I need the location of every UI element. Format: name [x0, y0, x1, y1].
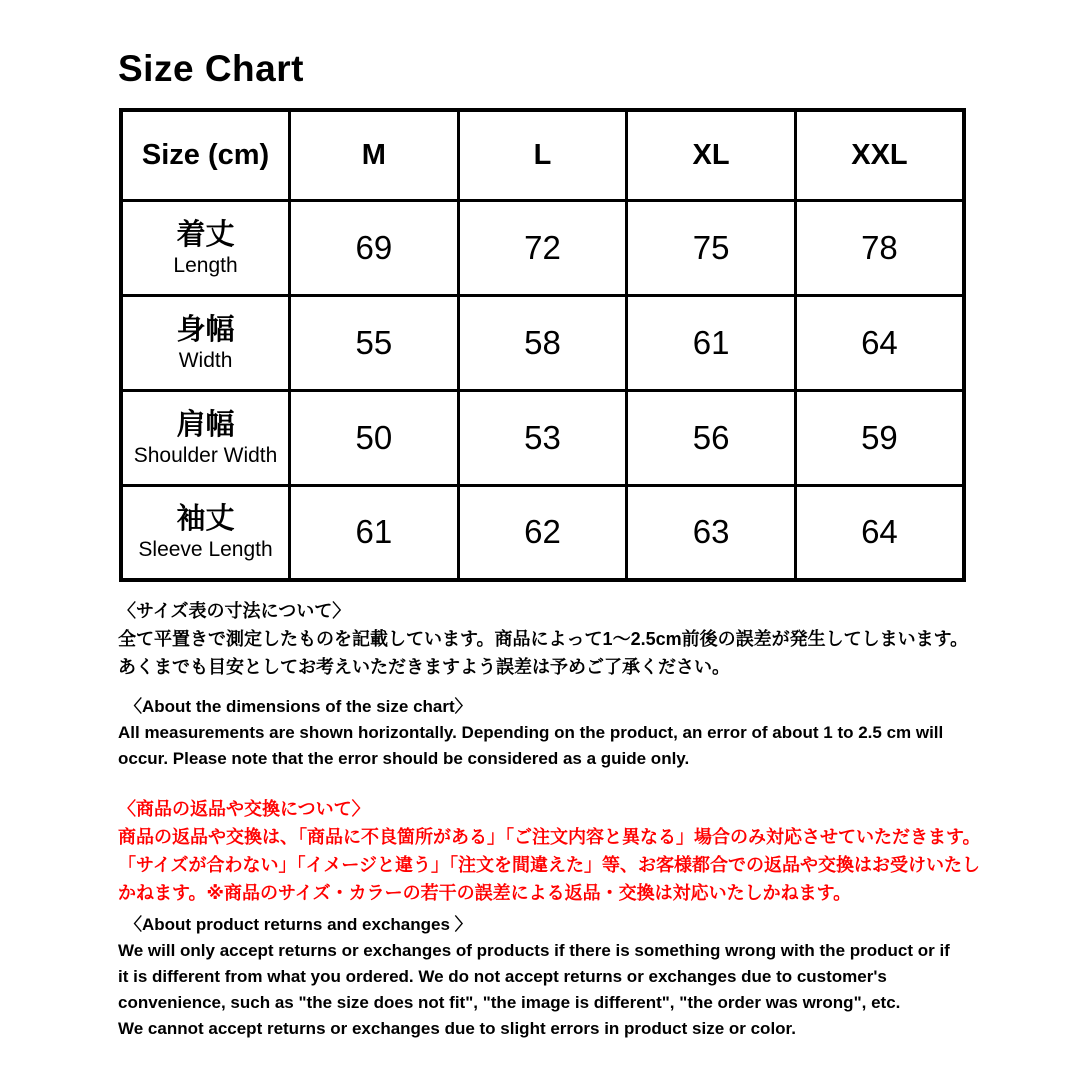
row-header-sleeve-length: [121, 485, 290, 580]
row-label-jp: 着丈: [176, 218, 235, 251]
row-label-en: Sleeve Length: [138, 538, 273, 562]
table-row-length: [121, 200, 964, 295]
cell-sleeve-xl: 63: [627, 485, 796, 580]
row-header-shoulder-width: [121, 390, 290, 485]
note-returns-en: [118, 912, 1008, 1042]
cell-width-xl: 61: [627, 295, 796, 390]
note-heading: 〈About product returns and exchanges 〉: [125, 915, 472, 934]
cell-shoulder-m: 50: [290, 390, 459, 485]
note-line: it is different from what you ordered. We do not accept returns or exchanges due to customer's: [118, 967, 887, 986]
cell-shoulder-xxl: 59: [795, 390, 964, 485]
row-label-en: Shoulder Width: [133, 443, 278, 467]
note-size-dimensions-en: [118, 694, 1008, 772]
row-header-length: [121, 200, 290, 295]
header-size-xl: XL: [627, 110, 796, 200]
header-size-l: L: [458, 110, 627, 200]
cell-width-m: 55: [290, 295, 459, 390]
size-table-header-row: [121, 110, 964, 200]
note-heading: 〈商品の返品や交換について〉: [118, 799, 370, 819]
cell-shoulder-l: 53: [458, 390, 627, 485]
cell-width-xxl: 64: [795, 295, 964, 390]
cell-sleeve-l: 62: [458, 485, 627, 580]
cell-length-xl: 75: [627, 200, 796, 295]
cell-sleeve-xxl: 64: [795, 485, 964, 580]
note-line: あくまでも目安としてお考えいただきますよう誤差は予めご了承ください。: [118, 657, 730, 677]
header-size-m: M: [290, 110, 459, 200]
row-header-width: [121, 295, 290, 390]
note-line: We will only accept returns or exchanges of products if there is something wrong with the product or if: [118, 941, 950, 960]
header-size-xxl: XXL: [795, 110, 964, 200]
cell-length-xxl: 78: [795, 200, 964, 295]
note-heading: 〈About the dimensions of the size chart〉: [125, 697, 472, 716]
note-returns-jp: [118, 795, 1008, 907]
cell-length-l: 72: [458, 200, 627, 295]
size-table: [119, 108, 966, 582]
cell-sleeve-m: 61: [290, 485, 459, 580]
note-line: 「サイズが合わない」「イメージと違う」「注文を間違えた」等、お客様都合での返品や交換はお受けいたし: [118, 855, 981, 875]
note-line: occur. Please note that the error should be considered as a guide only.: [118, 749, 690, 768]
table-row-width: [121, 295, 964, 390]
cell-shoulder-xl: 56: [627, 390, 796, 485]
note-line: All measurements are shown horizontally. Depending on the product, an error of about 1 to 2.5 cm will: [118, 723, 944, 742]
note-line: かねます。※商品のサイズ・カラーの若干の誤差による返品・交換は対応いたしかねます。: [118, 883, 852, 903]
note-line: 商品の返品や交換は、「商品に不良箇所がある」「ご注文内容と異なる」場合のみ対応させていただきます。: [118, 827, 981, 847]
table-row-sleeve-length: [121, 485, 964, 580]
note-line: 全て平置きで測定したものを記載しています。商品によって1〜2.5cm前後の誤差が発生してしまいます。: [118, 629, 969, 649]
note-heading: 〈サイズ表の寸法について〉: [118, 601, 351, 621]
note-line: We cannot accept returns or exchanges due to slight errors in product size or color.: [118, 1019, 796, 1038]
page-title: Size Chart: [118, 48, 304, 89]
row-label-jp: 袖丈: [176, 503, 235, 536]
note-size-dimensions-jp: [118, 597, 1008, 681]
row-label-jp: 身幅: [176, 313, 235, 346]
row-label-en: Length: [173, 253, 238, 277]
row-label-jp: 肩幅: [176, 408, 235, 441]
row-label-en: Width: [178, 348, 233, 372]
table-row-shoulder-width: [121, 390, 964, 485]
header-size-cm: Size (cm): [121, 110, 290, 200]
note-line: convenience, such as "the size does not fit", "the image is different", "the order was wrong", etc.: [118, 993, 901, 1012]
cell-length-m: 69: [290, 200, 459, 295]
cell-width-l: 58: [458, 295, 627, 390]
